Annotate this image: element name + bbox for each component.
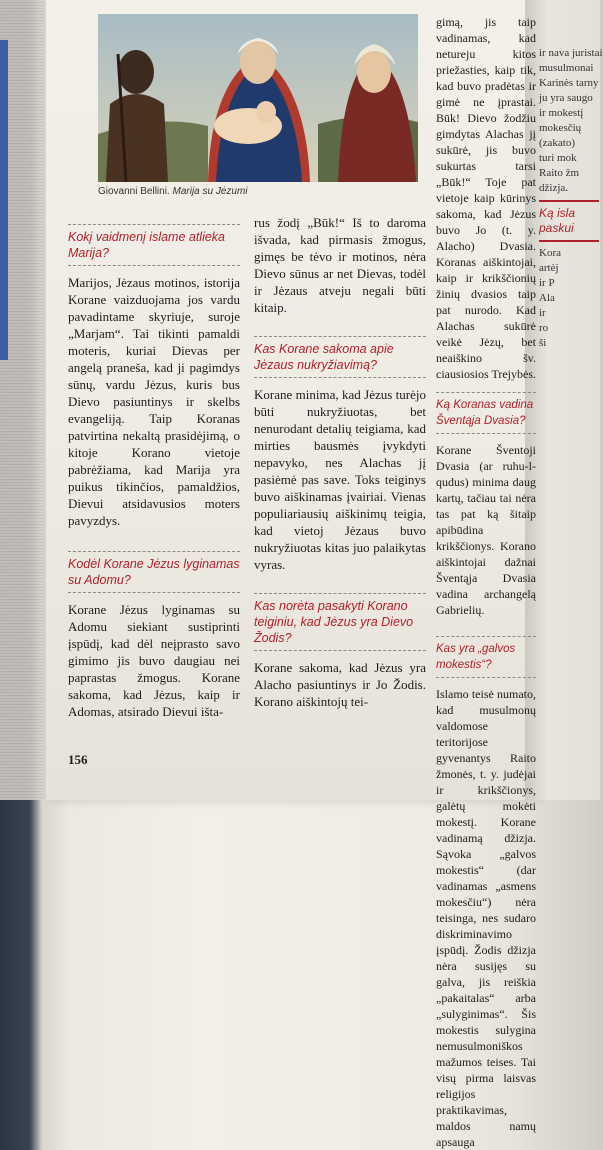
facing-line: (zakato): [539, 137, 576, 149]
answer-paragraph: Korane Šventoji Dvasia (ar ruhu-l-qudus) minima daug kartų, tačiau tai nėra tas pat ką šitaip apibūdina krikščionys. Korano aiškintojai dažnai Šventąja Dvasia vadina archangelą Gabrielių.: [436, 443, 536, 617]
question-heading: Ką Koranas vadina Šventąja Dvasia?: [436, 392, 536, 434]
facing-line: artėj: [539, 262, 559, 274]
column-2: [254, 214, 426, 710]
column-1: [68, 224, 240, 720]
facing-line: ir mokestį: [539, 107, 584, 119]
page-number: 156: [68, 752, 88, 767]
caption-title: Marija su Jėzumi: [172, 186, 248, 197]
question-heading: Kas yra „galvos mokestis“?: [436, 636, 536, 678]
facing-line: musulmonai: [539, 62, 594, 74]
answer-paragraph: Korane Jėzus lyginamas su Adomu siekiant sustiprinti įspūdį, kad dėl neįprasto savo gimimo jis buvo daugiau nei paprastas žmogus. Korane sakoma, kad Jėzus, kaip ir Adomas, atsirado Dievui išta-: [68, 602, 240, 719]
facing-divider: [539, 200, 599, 202]
facing-divider: [539, 240, 599, 242]
column-3: [436, 14, 537, 1149]
image-caption: [98, 186, 248, 197]
blue-cover-edge: [0, 40, 8, 360]
facing-line: Karinės tarny: [539, 77, 599, 89]
facing-heading: Ką isla paskui: [539, 206, 576, 235]
facing-line: ir: [539, 307, 546, 319]
facing-line: mokesčių: [539, 122, 582, 134]
facing-line: ro: [539, 322, 549, 334]
facing-line: ir P: [539, 277, 555, 289]
facing-line: Kora: [539, 247, 561, 259]
answer-paragraph: Korane minima, kad Jėzus turėjo būti nukryžiuotas, bet nenurodant detalių teigiama, kad mirties bausmės įvykdyti nepavyko, nes Alachas jį pasiėmė pas save. Toks teiginys buvo aiškinamas įvairiai. Vienas populiariausių aiškinimų teigia, kad vietoj Jėzaus buvo nukryžiuotas kitas juo palaikytas vyras.: [254, 387, 426, 572]
caption-artist: Giovanni Bellini.: [98, 186, 170, 197]
answer-paragraph: gimą, jis taip vadinamas, kad netureju kitos priežasties, kaip tik, kad buvo pradėtas ir gimė ne įprastai. Būk! Dievo žodžiu gimdytas Alachas jį sukūrė, jis buvo sukurtas tarsi „Būk!“ Toje pat vietoje kaip kūrinys sakoma, kad Jėzus buvo Jo (t. y. Alacho) Dvasia. Koranas aiškintojai, kaip ir krikščionių žinių dvasios taip pat nurodo. Kad Alachas sukūrė veikė Jėzų, bet neaiškino šv. ciausiosios Trejybės.: [436, 15, 537, 381]
answer-paragraph: Islamo teisė numato, kad musulmonų valdomose teritorijose gyvenantys Raito žmonės, t. y. judėjai ir krikščionys, galėtų mokėti mokestį. Korane vadinamą džizja. Sąvoka „galvos mokestis“ (dar vadinamas „asmens mokesčiu“) nėra teisinga, nes sudaro diskriminavimo įspūdį. Žodis džizja nėra susijęs su galva, jis reiškia „pakaitalas“ arba „sulyginimas“. Šis mokestis sulygina nemusulmoniškos mažumos teises. Tai visų pirma laisvas religijos praktikavimas, maldos namų apsauga: [436, 687, 536, 1149]
facing-line: ir nava juristai: [539, 47, 603, 59]
facing-line: turi mok: [539, 152, 577, 164]
question-heading: Kas Korane sakoma apie Jėzaus nukryžiavimą?: [254, 336, 426, 378]
answer-paragraph: Korane sakoma, kad Jėzus yra Alacho pasiuntinys ir Jo Žodis. Korano aiškintojų tei-: [254, 660, 426, 709]
facing-line: ši: [539, 337, 547, 349]
facing-line: Raito žm: [539, 167, 580, 179]
facing-line: Ala: [539, 292, 555, 304]
facing-line: ju yra saugo: [539, 92, 593, 104]
answer-paragraph: rus žodį „Būk!“ Iš to daroma išvada, kad pirmasis žmogus, gimęs be tėvo ir motinos, nėra Dievo sūnus ar net Dievas, todėl ir Jėzaus atveju negali būti kitaip.: [254, 215, 426, 315]
question-heading: Kokį vaidmenį islame atlieka Marija?: [68, 224, 240, 266]
facing-page: [525, 0, 603, 800]
question-heading: Kas norėta pasakyti Korano teiginiu, kad Jėzus yra Dievo Žodis?: [254, 593, 426, 651]
facing-line: džizja.: [539, 182, 569, 194]
answer-paragraph: Marijos, Jėzaus motinos, istorija Korane vaizduojama jos vardu pavadintame skyriuje, suroje „Marjam“. Tai tikinti pamaldi moteris, kuriai Dievas per angelą praneša, kad ji pagimdys sūnų, vardu Jėzus, kuris bus Dievo pasiuntinys ir skelbs evangeliją. Taip Koranas patvirtina nekaltą prasidėjimą, o kitoje Korano vietoje pabrėžiama, kad Marija yra puikus tikinčios, pamaldžios, Dievui atsidavusios moters pavyzdys.: [68, 275, 240, 528]
question-heading: Kodėl Korane Jėzus lyginamas su Adomu?: [68, 551, 240, 593]
madonna-painting: [98, 14, 418, 182]
